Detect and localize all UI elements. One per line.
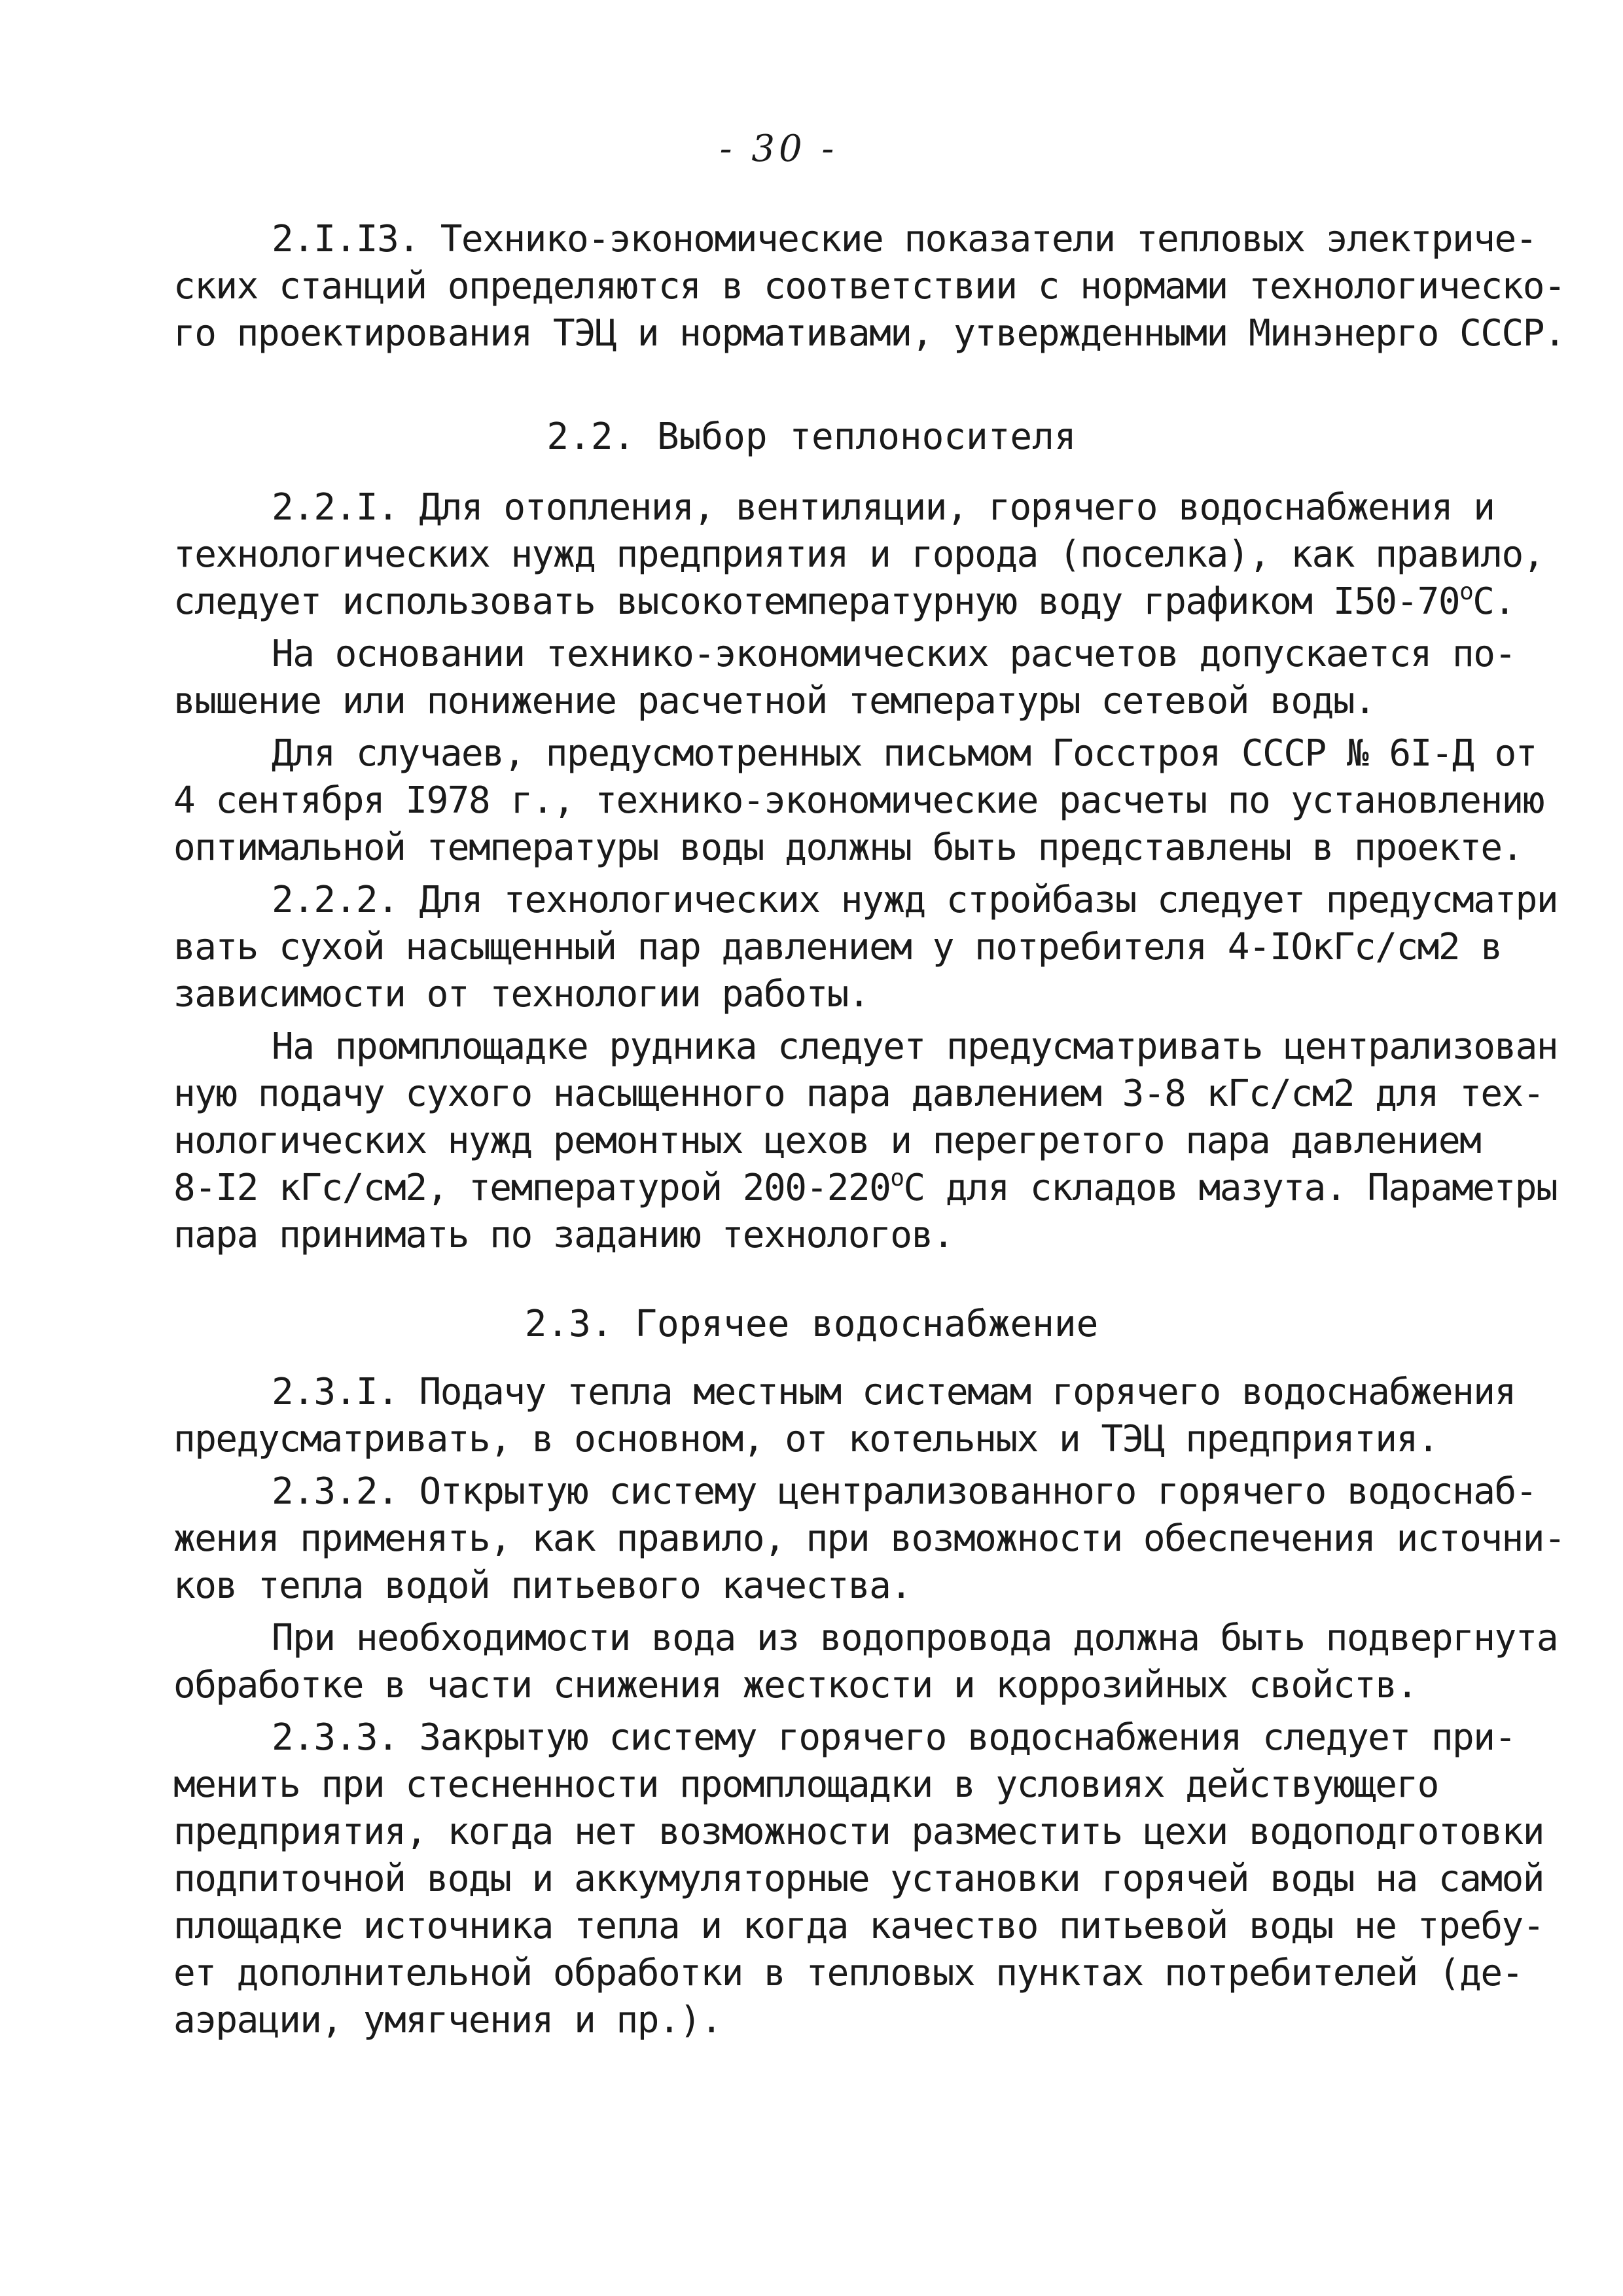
text-line: вышение или понижение расчетной температуры сетевой воды.: [173, 680, 1376, 722]
text-line: 2.2.2. Для технологических нужд стройбазы следует предусматри: [272, 879, 1558, 921]
text-line: нологических нужд ремонтных цехов и перегретого пара давлением: [173, 1120, 1481, 1162]
text-line: На основании технико-экономических расчетов допускается по-: [272, 633, 1516, 675]
text-line: ную подачу сухого насыщенного пара давлением 3-8 кГс/см2 для тех-: [173, 1072, 1544, 1115]
text-line: ков тепла водой питьевого качества.: [173, 1564, 912, 1607]
text-line: ет дополнительной обработки в тепловых пунктах потребителей (де-: [173, 1952, 1523, 1994]
text-line: подпиточной воды и аккумуляторные установки горячей воды на самой: [173, 1858, 1544, 1900]
text-line: технологических нужд предприятия и города (поселка), как правило,: [173, 533, 1544, 576]
section-heading-2-2: 2.2. Выбор теплоносителя: [546, 415, 1077, 458]
text-line: оптимальной температуры воды должны быть представлены в проекте.: [173, 826, 1523, 869]
text-line: вать сухой насыщенный пар давлением у потребителя 4-IOкГс/см2 в: [173, 926, 1502, 968]
page-number: - 30 -: [719, 128, 838, 170]
text-line: обработке в части снижения жесткости и коррозийных свойств.: [173, 1664, 1418, 1706]
text-line: жения применять, как правило, при возможности обеспечения источни-: [173, 1517, 1565, 1560]
text-line: 2.3.2. Открытую систему централизованного горячего водоснаб-: [272, 1470, 1537, 1513]
text-line: 2.I.I3. Технико-экономические показатели тепловых электриче-: [272, 218, 1537, 260]
text-line: пара принимать по заданию технологов.: [173, 1214, 954, 1256]
text-line: площадке источника тепла и когда качество питьевой воды не требу-: [173, 1905, 1544, 1947]
text-line: 4 сентября I978 г., технико-экономические расчеты по установлению: [173, 779, 1544, 822]
text-line: 2.3.3. Закрытую систему горячего водоснабжения следует при-: [272, 1716, 1516, 1759]
text-line: предусматривать, в основном, от котельных и ТЭЦ предприятия.: [173, 1418, 1438, 1460]
text-line: следует использовать высокотемпературную воду графиком $I50-70^оС$.: [173, 578, 1515, 623]
text-line: зависимости от технологии работы.: [173, 973, 870, 1016]
text-line: 2.3.I. Подачу тепла местным системам горячего водоснабжения: [272, 1371, 1516, 1413]
text-line: При необходимости вода из водопровода должна быть подвергнута: [272, 1617, 1558, 1659]
section-heading-2-3: 2.3. Горячее водоснабжение: [524, 1303, 1099, 1345]
text-line: ских станций определяются в соответствии с нормами технологическо-: [173, 265, 1565, 308]
text-line: предприятия, когда нет возможности разместить цехи водоподготовки: [173, 1810, 1544, 1853]
text-line: Для случаев, предусмотренных письмом Госстроя СССР № 6I-Д от: [272, 732, 1537, 775]
text-line: менить при стесненности промплощадки в условиях действующего: [173, 1763, 1438, 1806]
text-line: На промплощадке рудника следует предусматривать централизован: [272, 1025, 1558, 1068]
text-line: аэрации, умягчения и пр.).: [173, 1999, 722, 2041]
text-line: 2.2.I. Для отопления, вентиляции, горячего водоснабжения и: [272, 486, 1495, 529]
text-line: 8-I2 кГс/см2, температурой $200-220^оС$ для складов мазута. Параметры: [173, 1165, 1558, 1209]
text-line: го проектирования ТЭЦ и нормативами, утвержденными Минэнерго СССР.: [173, 312, 1565, 355]
